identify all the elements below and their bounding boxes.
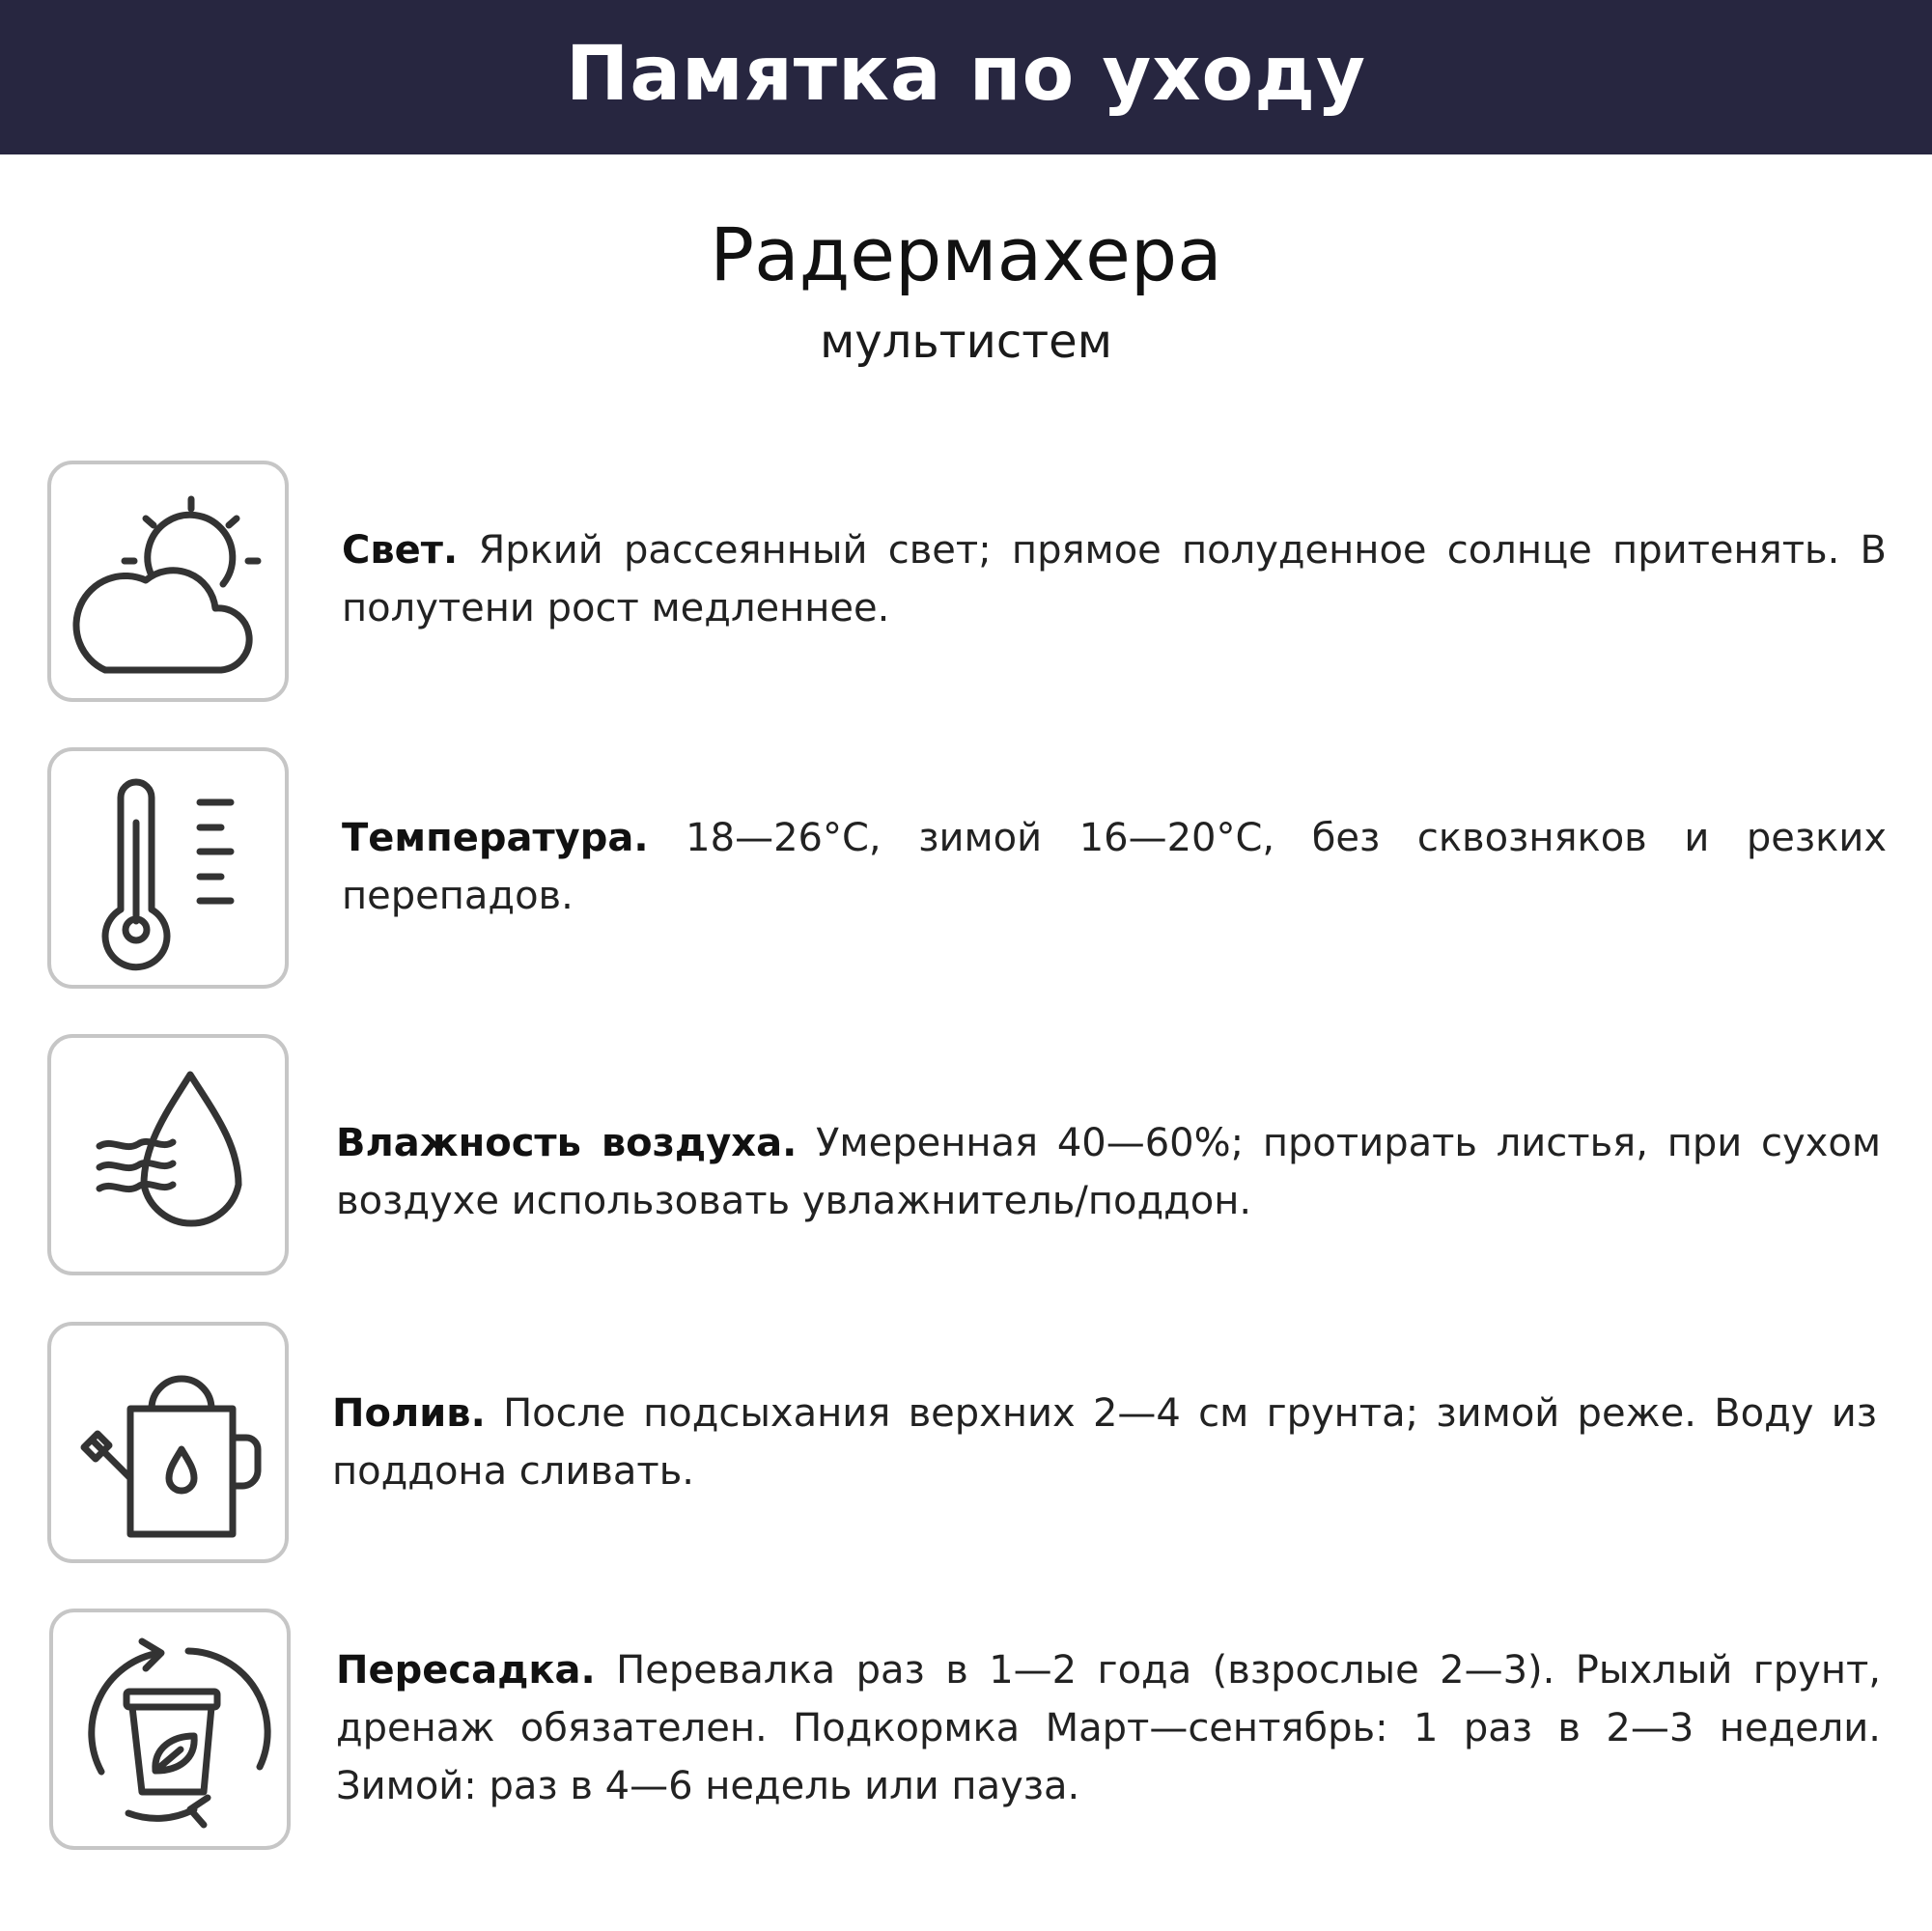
- repot-text: [336, 1641, 1881, 1815]
- repot-icon: [53, 1612, 287, 1846]
- repot-description: Перевалка раз в 1—2 года (взрослые 2—3). Рыхлый грунт, дренаж обязателен. Подкормка Март—сентябрь: 1 раз в 2—3 недели. Зимой: раз в 4—6 недель или пауза.: [336, 1648, 1881, 1808]
- plant-name: Радермахера: [710, 211, 1222, 297]
- light-label: Свет.: [342, 528, 459, 573]
- light-text: [342, 521, 1887, 637]
- header-bar: [0, 0, 1932, 154]
- sun-cloud-icon: [51, 464, 285, 698]
- humidity-label: Влажность воздуха.: [336, 1121, 798, 1165]
- watering-can-icon: [51, 1326, 285, 1559]
- watering-label: Полив.: [332, 1391, 486, 1436]
- watering-card: [47, 1322, 289, 1563]
- watering-description: После подсыхания верхних 2—4 см грунта; зимой реже. Воду из поддона сливать.: [332, 1391, 1877, 1494]
- temperature-text: [342, 809, 1887, 925]
- humidity-text: [336, 1114, 1881, 1230]
- light-description: Яркий рассеянный свет; прямое полуденное солнце притенять. В полутени рост медленнее.: [342, 528, 1887, 630]
- watering-text: [332, 1385, 1877, 1500]
- humidity-description: Умеренная 40—60%; протирать листья, при сухом воздухе использовать увлажнитель/поддон.: [336, 1121, 1881, 1223]
- repot-card: [49, 1609, 291, 1850]
- temperature-card: [47, 747, 289, 989]
- temperature-description: 18—26°С, зимой 16—20°С, без сквозняков и резких перепадов.: [342, 816, 1887, 918]
- repot-label: Пересадка.: [336, 1648, 596, 1693]
- temperature-label: Температура.: [342, 816, 649, 860]
- humidity-card: [47, 1034, 289, 1275]
- thermometer-icon: [51, 751, 285, 985]
- light-card: [47, 461, 289, 702]
- page-title: Памятка по уходу: [566, 31, 1366, 118]
- humidity-drop-icon: [51, 1038, 285, 1272]
- plant-variety: мультистем: [820, 315, 1112, 369]
